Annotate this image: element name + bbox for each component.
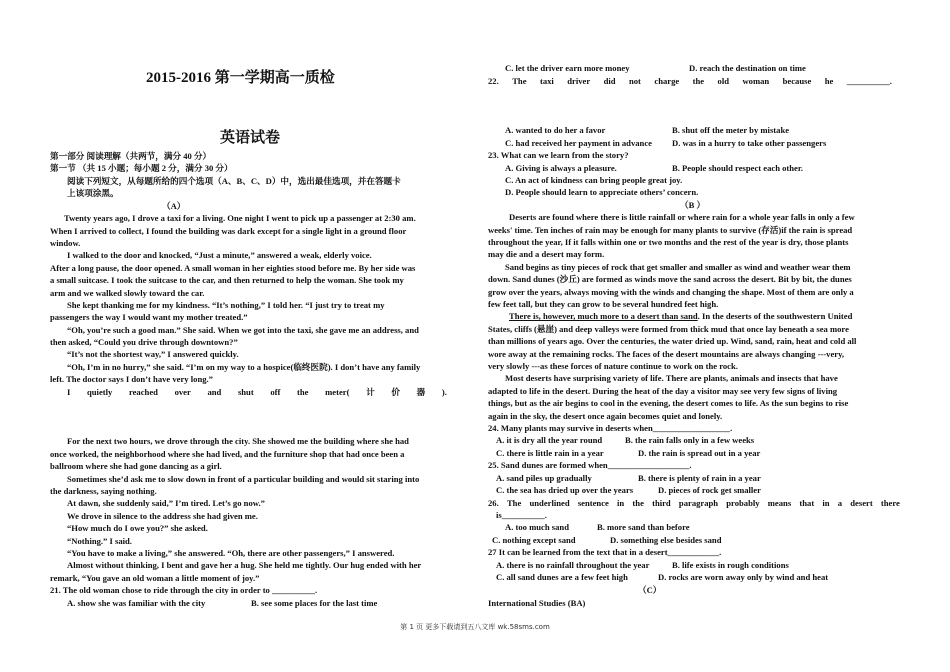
paragraph-line: “It’s not the shortest way,” I answered quickly. xyxy=(67,349,239,359)
paragraph-line: After a long pause, the door opened. A small woman in her eighties stood before me. By her side was xyxy=(50,263,416,273)
question-24: 24. Many plants may survive in deserts when__________________. xyxy=(488,423,733,433)
passage-label: （B ） xyxy=(680,200,706,210)
option-a: A. sand piles up gradually xyxy=(496,473,592,483)
paragraph-line: window. xyxy=(50,238,81,248)
paragraph-line: arm and we walked slowly toward the car. xyxy=(50,288,205,298)
paragraph-line: States, cliffs (悬崖) and deep valleys were formed from thick mud that once lay beneath a sea more xyxy=(488,324,849,334)
paragraph-line: few feet tall, but they can grow to be several hundred feet high. xyxy=(488,299,719,309)
question-27: 27 It can be learned from the text that in a desert____________. xyxy=(488,547,722,557)
option-c: C. there is little rain in a year xyxy=(496,448,604,458)
paragraph-line: wore away at the remaining rocks. The faces of the desert mountains are always changing ---very, xyxy=(488,349,845,359)
paragraph-line: “How much do I owe you?” she asked. xyxy=(67,523,208,533)
passage-label: （C） xyxy=(638,585,662,595)
paragraph-line: She kept thanking me for my kindness. “It’s nothing,” I told her. “I just try to treat my xyxy=(67,300,385,310)
page-footer: 第 1 页 更多下载请到五八文库 wk.58sms.com xyxy=(400,623,550,631)
option-d: D. pieces of rock get smaller xyxy=(658,485,761,495)
instruction-line: 阅读下列短文，从每题所给的四个选项（A、B、C、D）中，选出最佳选项，并在答题卡 xyxy=(67,176,401,186)
option-d: D. was in a hurry to take other passengers xyxy=(672,138,827,148)
option-b: B. life exists in rough conditions xyxy=(672,560,789,570)
option-b: B. shut off the meter by mistake xyxy=(672,125,790,135)
paragraph-line: I quietly reached over and shut off the meter( 计 价 器 ). xyxy=(67,387,447,397)
paragraph-line: ballroom where she had gone dancing as a girl. xyxy=(50,461,222,471)
paragraph-line: Almost without thinking, I bent and gave her a hug. She held me tightly. Our hug ended with her xyxy=(67,560,422,570)
paragraph-line: left. The doctor says I don’t have very long.” xyxy=(50,374,213,384)
passage-title: International Studies (BA) xyxy=(488,598,586,608)
paragraph-line: again in the sky, the desert once again becomes quiet and lonely. xyxy=(488,411,723,421)
option-c: C. let the driver earn more money xyxy=(505,63,630,73)
paragraph-line: Most deserts have surprising variety of life. There are plants, animals and insects that have xyxy=(505,373,838,383)
question-23: 23. What can we learn from the story? xyxy=(488,150,629,160)
paragraph-line: remark, “You gave an old woman a little moment of joy.” xyxy=(50,573,260,583)
paragraph-line: the darkness, saying nothing. xyxy=(50,486,157,496)
option-c: C. nothing except sand xyxy=(492,535,576,545)
option-a: A. show she was familiar with the city xyxy=(67,598,206,608)
paragraph-line: throughout the year, If it falls within one or two months and the rest of the year is dry, those plants xyxy=(488,237,849,247)
paragraph-line: down. Sand dunes (沙丘) are formed as winds move the sand across the desert. Bit by bit, the dunes xyxy=(488,274,852,284)
paragraph-line: very slowly ---as these forces of nature continue to work on the rock. xyxy=(488,361,738,371)
exam-title: 2015-2016 第一学期高一质检 xyxy=(146,70,335,86)
paragraph-line: Sand begins as tiny pieces of rock that get smaller and smaller as wind and weather wear them xyxy=(505,262,851,272)
paragraph-line: passengers the way I would want my mother treated.” xyxy=(50,312,248,322)
question-25: 25. Sand dunes are formed when___________________. xyxy=(488,460,692,470)
paragraph-line: Deserts are found where there is little rainfall or where rain for a whole year falls in only a few xyxy=(509,212,855,222)
section-heading: 第一节 （共 15 小题；每小题 2 分，满分 30 分） xyxy=(50,163,233,173)
paragraph-line: When I arrived to collect, I found the building was dark except for a single light in a ground floor xyxy=(50,226,407,236)
option-b: B. see some places for the last time xyxy=(251,598,378,608)
option-b: B. there is plenty of rain in a year xyxy=(638,473,761,483)
paragraph-line: grow over the years, always moving with the winds and changing the shape. Most of them are only a xyxy=(488,287,854,297)
paragraph-line: We drove in silence to the address she had given me. xyxy=(67,511,258,521)
paragraph-line: may die and a desert may form. xyxy=(488,249,605,259)
option-c: C. the sea has dried up over the years xyxy=(496,485,634,495)
paper-subtitle: 英语试卷 xyxy=(220,130,281,146)
passage-label: （A） xyxy=(162,201,186,211)
option-d: D. reach the destination on time xyxy=(689,63,806,73)
paragraph-line: There is, however, much more to a desert than sand. In the deserts of the southwestern United xyxy=(509,311,853,321)
option-a: A. there is no rainfall throughout the year xyxy=(496,560,650,570)
paragraph-line: “Oh, I’m in no hurry,” she said. “I’m on my way to a hospice(临终医院). I don’t have any family xyxy=(67,362,421,372)
paragraph-line: At dawn, she suddenly said,” I’m tired. Let’s go now.” xyxy=(67,498,265,508)
option-a: A. too much sand xyxy=(505,522,569,532)
option-a: A. Giving is always a pleasure. xyxy=(505,163,617,173)
question-21: 21. The old woman chose to ride through the city in order to __________. xyxy=(50,585,318,595)
paragraph-line: than millions of years ago. Over the centuries, the water dried up. Wind, sand, rain, heat and cold all xyxy=(488,336,857,346)
option-b: B. more sand than before xyxy=(597,522,690,532)
paragraph-line: once worked, the neighborhood where she had lived, and the furniture shop that had once been a xyxy=(50,449,405,459)
paragraph-line: a small suitcase. I took the suitcase to the car, and then returned to help the woman. She took my xyxy=(50,275,404,285)
option-a: A. it is dry all the year round xyxy=(496,435,603,445)
option-d: D. something else besides sand xyxy=(610,535,722,545)
paragraph-line: adapted to life in the desert. During the heat of the day a visitor may see very few signs of living xyxy=(488,386,838,396)
question-22: 22. The taxi driver did not charge the old woman because he __________. xyxy=(488,76,892,86)
paragraph-line: For the next two hours, we drove through the city. She showed me the building where she had xyxy=(67,436,409,446)
paragraph-line: weeks' time. Ten inches of rain may be enough for many plants to survive (存活)if the rain is spread xyxy=(488,225,853,235)
underlined-sentence: There is, however, much more to a desert than sand xyxy=(509,311,698,321)
option-b: B. the rain falls only in a few weeks xyxy=(625,435,755,445)
paragraph-line: things, but as the air begins to cool in the evening, the desert comes to life. As the sun begins to rise xyxy=(488,398,849,408)
paragraph-line: then asked, “Could you drive through downtown?” xyxy=(50,337,238,347)
option-d: D. rocks are worn away only by wind and heat xyxy=(658,572,829,582)
paragraph-line: Sometimes she’d ask me to slow down in front of a particular building and would sit staring into xyxy=(67,474,420,484)
option-c: C. had received her payment in advance xyxy=(505,138,652,148)
option-b: B. People should respect each other. xyxy=(672,163,804,173)
instruction-line: 上该项涂黑。 xyxy=(67,188,119,198)
option-d: D. People should learn to appreciate others’ concern. xyxy=(505,187,699,197)
option-c: C. An act of kindness can bring people great joy. xyxy=(505,175,683,185)
option-a: A. wanted to do her a favor xyxy=(505,125,606,135)
paragraph-line: Twenty years ago, I drove a taxi for a living. One night I went to pick up a passenger at 2:30 am. xyxy=(64,213,416,223)
question-26-continued: is__________. xyxy=(496,510,547,520)
option-c: C. all sand dunes are a few feet high xyxy=(496,572,628,582)
paragraph-line: I walked to the door and knocked, “Just a minute,” answered a weak, elderly voice. xyxy=(67,250,372,260)
paragraph-line: “You have to make a living,” she answered. “Oh, there are other passengers,” I answered. xyxy=(67,548,395,558)
option-d: D. the rain is spread out in a year xyxy=(638,448,761,458)
question-26: 26. The underlined sentence in the third paragraph probably means that in a desert there xyxy=(488,498,900,508)
paragraph-line: “Nothing.” I said. xyxy=(67,536,132,546)
part-heading: 第一部分 阅读理解（共两节，满分 40 分） xyxy=(50,151,212,161)
paragraph-line: “Oh, you’re such a good man.” She said. When we got into the taxi, she gave me an address, and xyxy=(67,325,419,335)
